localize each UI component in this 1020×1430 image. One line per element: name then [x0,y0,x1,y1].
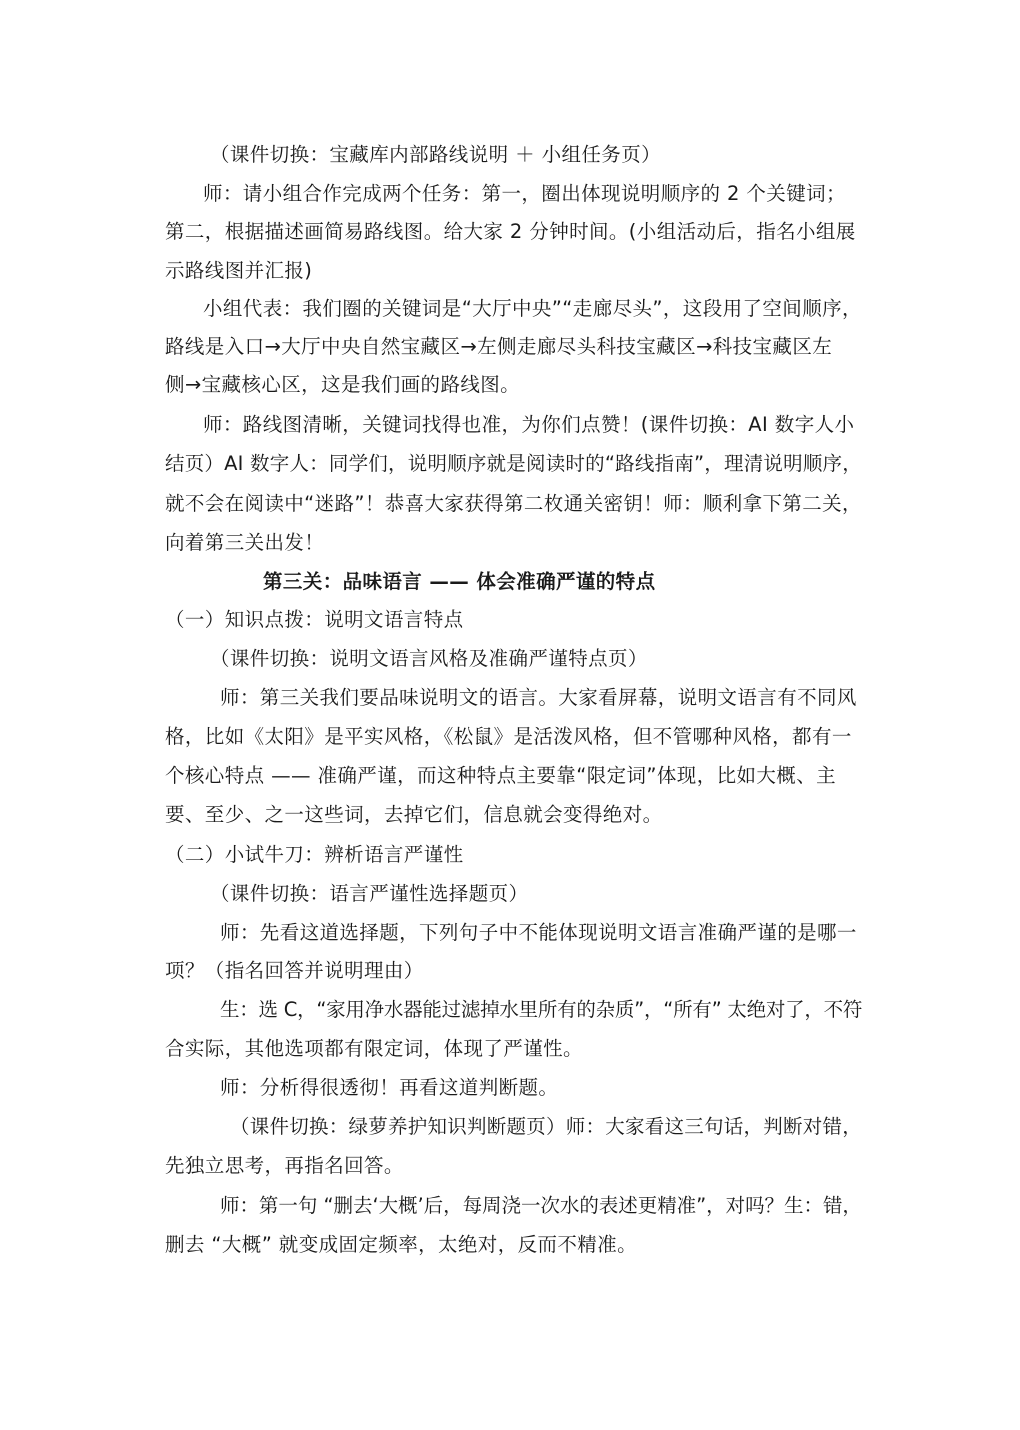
line-text: 师：第一句 “删去‘大概’后，每周浇一次水的表述更精准”，对吗？生：错， [220,1194,862,1217]
line-text: 合实际，其他选项都有限定词，体现了严谨性。 [165,1037,583,1060]
line-text: 示路线图并汇报) [165,259,313,282]
line-text: 就不会在阅读中“迷路”！恭喜大家获得第二枚通关密钥！师：顺利拿下第二关， [165,492,862,515]
heading-text: 第三关：品味语言 —— 体会准确严谨的特点 [263,570,656,593]
line-text: （二）小试牛刀：辨析语言严谨性 [165,843,464,866]
line-text: （一）知识点拨：说明文语言特点 [165,608,464,631]
line-text: 师：分析得很透彻！再看这道判断题。 [220,1076,559,1099]
line-text: 先独立思考，再指名回答。 [165,1154,404,1177]
line-text: 个核心特点 —— 准确严谨，而这种特点主要靠“限定词”体现，比如大概、主 [165,764,837,787]
line-text: 删去 “大概” 就变成固定频率，太绝对，反而不精准。 [165,1233,638,1256]
line-text: 小组代表：我们圈的关键词是“大厅中央”“走廊尽头”，这段用了空间顺序， [203,297,862,320]
line-text: 要、至少、之一这些词，去掉它们，信息就会变得绝对。 [165,803,663,826]
line-text: 师：第三关我们要品味说明文的语言。大家看屏幕，说明文语言有不同风 [220,686,857,709]
line-text: 结页）AI 数字人：同学们，说明顺序就是阅读时的“路线指南”，理清说明顺序， [165,452,862,475]
line-text: 师：请小组合作完成两个任务：第一，圈出体现说明顺序的 2 个关键词； [203,182,846,205]
line-text: 师：路线图清晰，关键词找得也准，为你们点赞！(课件切换：AI 数字人小 [203,413,855,436]
line-text: 第二，根据描述画简易路线图。给大家 2 分钟时间。(小组活动后，指名小组展 [165,220,856,243]
line-text: （课件切换：说明文语言风格及准确严谨特点页） [210,647,648,670]
line-text: 路线是入口→大厅中央自然宝藏区→左侧走廊尽头科技宝藏区→科技宝藏区左 [165,335,833,358]
line-text: 格，比如《太阳》是平实风格，《松鼠》是活泼风格，但不管哪种风格，都有一 [165,725,852,748]
line-text: （课件切换：宝藏库内部路线说明 ＋ 小组任务页） [210,143,661,166]
line-text: 师：先看这道选择题，下列句子中不能体现说明文语言准确严谨的是哪一 [220,921,857,944]
line-text: 项？（指名回答并说明理由） [165,959,424,982]
line-text: 向着第三关出发！ [165,531,325,554]
line-text: 生：选 C，“家用净水器能过滤掉水里所有的杂质”，“所有” 太绝对了，不符 [220,998,863,1021]
line-text: （课件切换：语言严谨性选择题页） [210,882,529,905]
line-text: 侧→宝藏核心区，这是我们画的路线图。 [165,373,521,396]
line-text: （课件切换：绿萝养护知识判断题页）师：大家看这三句话，判断对错， [230,1115,863,1138]
